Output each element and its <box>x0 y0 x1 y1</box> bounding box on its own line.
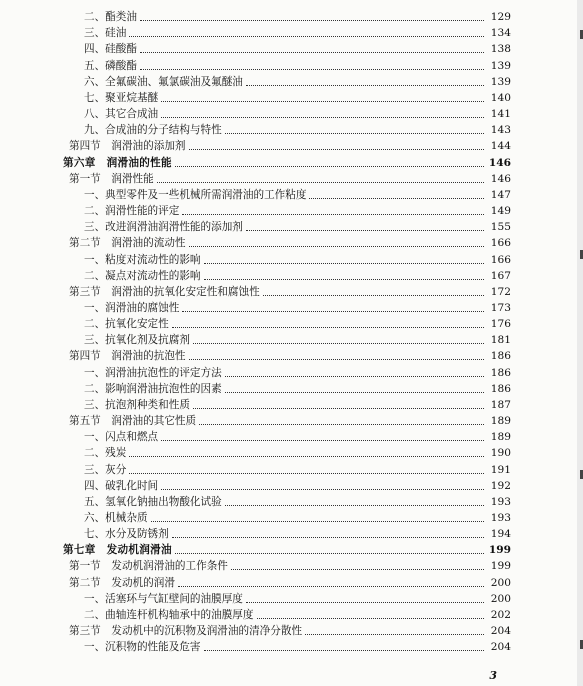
toc-item-row <box>0 249 583 265</box>
toc-entry-title: 第三节 发动机中的沉积物及润滑油的清净分散性 <box>69 625 303 638</box>
dot-leader <box>129 472 484 474</box>
toc-entry-title: 六、全氟碳油、氟氯碳油及氟醚油 <box>84 75 243 88</box>
dot-leader <box>204 278 484 280</box>
dot-leader <box>140 51 484 53</box>
toc-entry-title: 二、酯类油 <box>84 11 137 24</box>
toc-entry-title: 一、沉积物的性能及危害 <box>84 641 201 654</box>
toc-item-row <box>0 217 583 233</box>
dot-leader <box>178 585 484 587</box>
dot-leader <box>257 617 485 619</box>
toc-page-number: 191 <box>490 463 511 476</box>
toc-item-row <box>0 23 583 39</box>
toc-entry-title: 第四节 润滑油的添加剂 <box>69 140 186 153</box>
dot-leader <box>172 326 484 328</box>
toc-item-row <box>0 88 583 104</box>
toc-page-number: 187 <box>490 398 511 411</box>
toc-item-row <box>0 298 583 314</box>
page-number: 3 <box>489 669 497 682</box>
toc-page-number: 204 <box>490 625 511 638</box>
dot-leader <box>193 342 484 344</box>
toc-entry-title: 第四节 润滑油的抗泡性 <box>69 350 186 363</box>
toc-page-number: 193 <box>490 495 511 508</box>
toc-item-row <box>0 72 583 88</box>
toc-item-row <box>0 120 583 136</box>
toc-page-number: 186 <box>490 350 511 363</box>
toc-item-row <box>0 459 583 475</box>
toc-page-number: 172 <box>490 285 511 298</box>
toc-item-row <box>0 104 583 120</box>
dot-leader <box>140 68 484 70</box>
toc-entry-title: 五、氢氧化钠抽出物酸化试验 <box>84 495 222 508</box>
dot-leader <box>246 229 484 231</box>
toc-item-row <box>0 379 583 395</box>
toc-entry-title: 第二节 润滑油的流动性 <box>69 237 186 250</box>
toc-entry-title: 第五节 润滑油的其它性质 <box>69 415 197 428</box>
toc-entry-title: 五、磷酸酯 <box>84 59 137 72</box>
toc-page-number: 143 <box>490 124 511 137</box>
toc-item-row <box>0 314 583 330</box>
toc-entry-title: 二、凝点对流动性的影响 <box>84 269 201 282</box>
dot-leader <box>140 19 484 21</box>
toc-page-number: 155 <box>490 221 511 234</box>
toc-section-row <box>0 282 583 298</box>
toc-entry-title: 二、抗氧化安定性 <box>84 318 169 331</box>
toc-entry-title: 第六章 润滑油的性能 <box>63 156 172 169</box>
toc-chapter-row <box>0 540 583 556</box>
toc-entry-title: 第一节 发动机润滑油的工作条件 <box>69 560 228 573</box>
toc-page-number: 144 <box>490 140 511 153</box>
toc-item-row <box>0 201 583 217</box>
toc-page-number: 193 <box>490 512 511 524</box>
dot-leader <box>172 536 484 538</box>
toc-entry-title: 一、闪点和燃点 <box>84 431 159 444</box>
dot-leader <box>199 423 484 425</box>
toc-page-number: 192 <box>490 479 511 492</box>
dot-leader <box>231 568 484 570</box>
toc-entry-title: 九、合成油的分子结构与特性 <box>84 124 222 137</box>
toc-item-row <box>0 476 583 492</box>
toc-entry-title: 三、抗氧化剂及抗腐剂 <box>84 334 190 347</box>
dot-leader <box>309 197 484 199</box>
toc-section-row <box>0 411 583 427</box>
dot-leader <box>129 35 484 37</box>
toc-entry-title: 一、典型零件及一些机械所需润滑油的工作粘度 <box>84 188 307 201</box>
toc-page-number: 199 <box>490 560 511 573</box>
toc-entry-title: 一、粘度对流动性的影响 <box>84 253 201 266</box>
dot-leader <box>246 601 484 603</box>
dot-leader <box>189 148 484 150</box>
toc-entry-title: 六、机械杂质 <box>84 512 148 524</box>
dot-leader <box>189 245 484 247</box>
dot-leader <box>189 358 484 360</box>
dot-leader <box>161 116 484 118</box>
dot-leader <box>151 520 484 522</box>
toc-page-number: 204 <box>490 641 511 654</box>
toc-page-number: 176 <box>490 318 511 331</box>
dot-leader <box>225 132 484 134</box>
dot-leader <box>161 439 484 441</box>
dot-leader <box>204 649 484 651</box>
toc-item-row <box>0 524 583 540</box>
toc-page-number: 190 <box>490 447 511 460</box>
toc-item-row <box>0 637 583 653</box>
toc-entry-title: 第七章 发动机润滑油 <box>63 544 172 557</box>
toc-entry-title: 三、硅油 <box>84 27 127 40</box>
toc-entry-title: 二、曲轴连杆机构轴承中的油膜厚度 <box>84 608 254 621</box>
toc-entry-title: 二、润滑性能的评定 <box>84 205 180 218</box>
toc-page-number: 186 <box>490 382 511 395</box>
toc-page-number: 200 <box>490 592 511 605</box>
toc-item-row <box>0 492 583 508</box>
toc-page-number: 134 <box>490 27 511 40</box>
toc-page-number: 167 <box>490 269 511 282</box>
toc-item-row <box>0 55 583 71</box>
dot-leader <box>182 213 484 215</box>
toc-page-number: 189 <box>490 431 511 444</box>
toc-item-row <box>0 443 583 459</box>
toc-page-number: 166 <box>490 237 511 250</box>
dot-leader <box>182 310 484 312</box>
toc-section-row <box>0 572 583 588</box>
dot-leader <box>175 552 484 554</box>
dot-leader <box>161 488 484 490</box>
toc-page-number: 129 <box>490 11 511 24</box>
toc-entry-title: 二、影响润滑油抗泡性的因素 <box>84 382 222 395</box>
dot-leader <box>225 375 484 377</box>
toc-entry-title: 八、其它合成油 <box>84 108 159 121</box>
toc-entry-title: 二、残炭 <box>84 447 127 460</box>
dot-leader <box>175 165 484 167</box>
toc-entry-title: 四、硅酸酯 <box>84 43 137 56</box>
toc-entry-title: 三、灰分 <box>84 463 127 476</box>
toc-section-row <box>0 556 583 572</box>
dot-leader <box>225 504 484 506</box>
toc-item-row <box>0 7 583 23</box>
toc-item-row <box>0 395 583 411</box>
toc-page-number: 200 <box>490 576 511 589</box>
toc-page-number: 141 <box>490 108 511 121</box>
toc-page-number: 146 <box>490 172 511 185</box>
toc-page-number: 189 <box>490 415 511 428</box>
toc-item-row <box>0 362 583 378</box>
dot-leader <box>157 181 484 183</box>
toc-item-row <box>0 508 583 524</box>
toc-entry-title: 三、抗泡剂种类和性质 <box>84 398 190 411</box>
dot-leader <box>129 455 484 457</box>
toc-page-number: 149 <box>490 205 511 218</box>
dot-leader <box>246 84 484 86</box>
toc-entry-title: 第三节 润滑油的抗氧化安定性和腐蚀性 <box>69 285 260 298</box>
dot-leader <box>204 262 484 264</box>
toc-section-row <box>0 136 583 152</box>
toc-page-number: 181 <box>490 334 511 347</box>
toc-page-number: 139 <box>490 75 511 88</box>
toc-item-row <box>0 330 583 346</box>
toc-page-number: 138 <box>490 43 511 56</box>
dot-leader <box>161 100 484 102</box>
toc-entry-title: 第二节 发动机的润滑 <box>69 576 175 589</box>
toc-page-number: 173 <box>490 301 511 314</box>
toc-chapter-row <box>0 152 583 168</box>
toc-item-row <box>0 605 583 621</box>
toc-item-row <box>0 427 583 443</box>
toc-item-row <box>0 39 583 55</box>
toc-section-row <box>0 233 583 249</box>
toc-item-row <box>0 589 583 605</box>
toc-entry-title: 三、改进润滑油润滑性能的添加剂 <box>84 221 243 234</box>
toc-page-number: 186 <box>490 366 511 379</box>
toc-section-row <box>0 169 583 185</box>
toc-item-row <box>0 266 583 282</box>
toc-page-number: 139 <box>490 59 511 72</box>
toc-page-number: 140 <box>490 91 511 104</box>
toc-entry-title: 四、破乳化时间 <box>84 479 159 492</box>
toc-entry-title: 一、润滑油的腐蚀性 <box>84 301 180 314</box>
toc-section-row <box>0 621 583 637</box>
toc-page-number: 194 <box>490 528 511 541</box>
toc-page-number: 202 <box>490 608 511 621</box>
toc-entry-title: 第一节 润滑性能 <box>69 172 154 185</box>
dot-leader <box>263 294 484 296</box>
toc-page-number: 166 <box>490 253 511 266</box>
dot-leader <box>305 633 484 635</box>
toc-item-row <box>0 185 583 201</box>
toc-entry-title: 一、润滑油抗泡性的评定方法 <box>84 366 222 379</box>
table-of-contents <box>0 7 583 653</box>
toc-page-number: 147 <box>490 188 511 201</box>
dot-leader <box>193 407 484 409</box>
toc-section-row <box>0 346 583 362</box>
toc-entry-title: 一、活塞环与气缸壁间的油膜厚度 <box>84 592 243 605</box>
toc-page-number: 146 <box>488 156 511 169</box>
toc-page-number: 199 <box>488 544 511 557</box>
toc-entry-title: 七、水分及防锈剂 <box>84 528 169 541</box>
toc-entry-title: 七、聚亚烷基醚 <box>84 91 159 104</box>
dot-leader <box>225 391 484 393</box>
